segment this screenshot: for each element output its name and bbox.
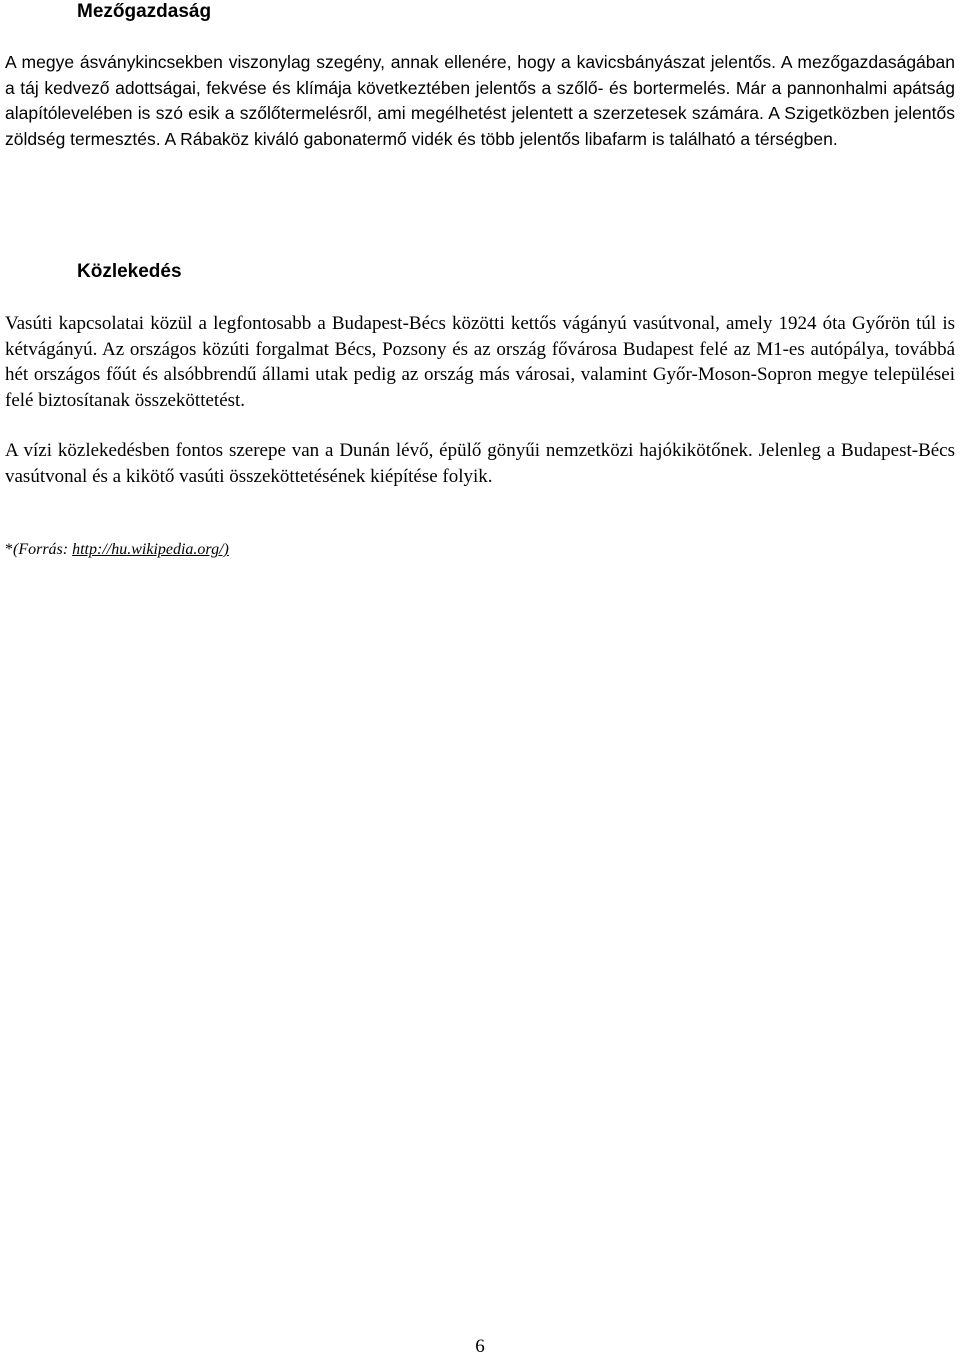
source-label: (Forrás:	[13, 541, 73, 558]
section-heading-mezogazdasag: Mezőgazdaság	[77, 1, 212, 22]
page-number: 6	[475, 1336, 485, 1357]
paragraph-kozlekedes-vasut: Vasúti kapcsolatai közül a legfontosabb a Budapest-Bécs közötti kettős vágányú vasútvonal, amely 1924 óta Győrön túl is kétvágányú. Az országos közúti forgalmat Bécs, Pozsony és az ország fővárosa Budapest felé az M1-es autópálya, továbbá hét országos főút és alsóbbrendű állami utak pedig az ország más városai, valamint Győr-Moson-Sopron megye települései felé biztosítanak összeköttetést.	[5, 313, 955, 411]
section-heading-kozlekedes: Közlekedés	[77, 261, 182, 282]
source-asterisk: *	[5, 541, 13, 558]
paragraph-mezogazdasag: A megye ásványkincsekben viszonylag szegény, annak ellenére, hogy a kavicsbányászat jelentős. A mezőgazdaságában a táj kedvező adottságai, fekvése és klímája következtében jelentős a szőlő- és bortermelés. Már a pannonhalmi apátság alapítólevelében is szó esik a szőlőtermelésről, ami megélhetést jelentett a szerzetesek számára. A Szigetközben jelentős zöldség termesztés. A Rábaköz kiváló gabonatermő vidék és több jelentős libafarm is található a térségben.	[5, 52, 955, 149]
source-link[interactable]: http://hu.wikipedia.org/)	[72, 541, 229, 558]
source-citation	[5, 540, 229, 560]
paragraph-kozlekedes-vizi: A vízi közlekedésben fontos szerepe van a Dunán lévő, épülő gönyűi nemzetközi hajókikötőnek. Jelenleg a Budapest-Bécs vasútvonal és a kikötő vasúti összeköttetésének kiépítése folyik.	[5, 440, 955, 487]
